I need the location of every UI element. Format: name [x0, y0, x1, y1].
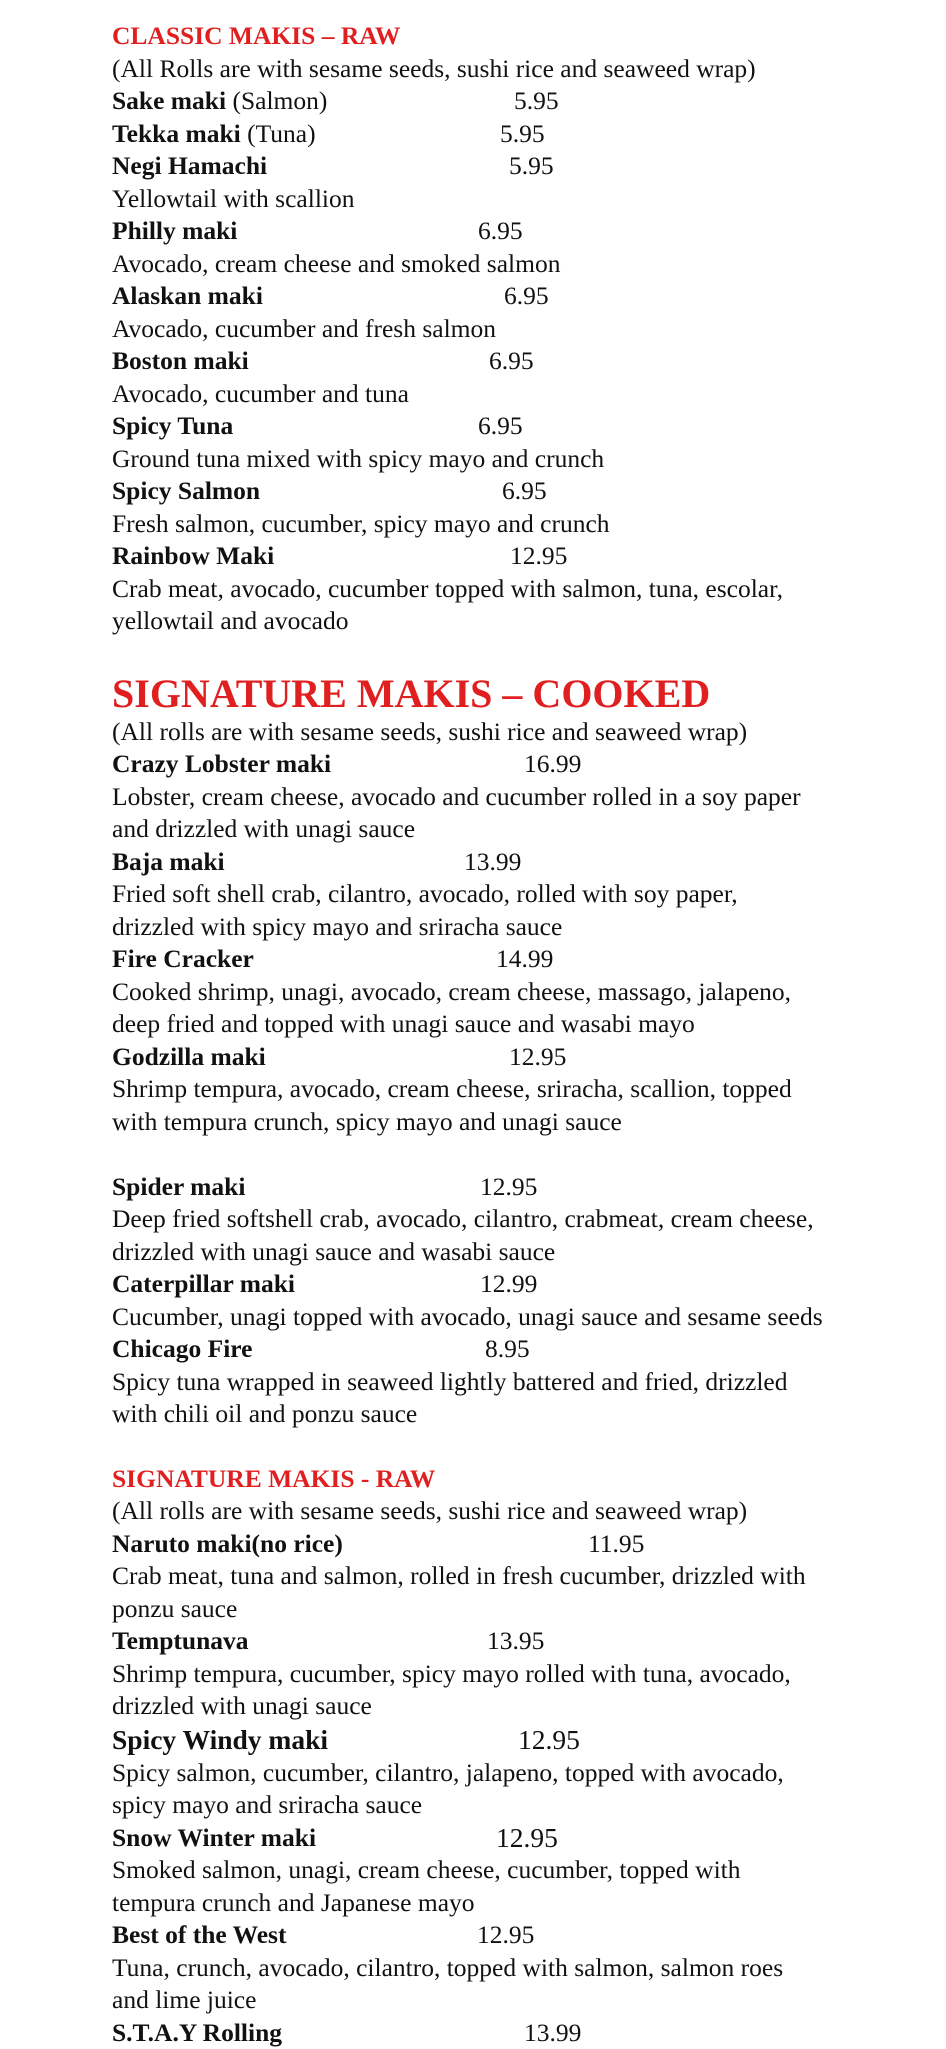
section-spacer: [112, 1431, 932, 1463]
menu-item-row: [112, 118, 932, 151]
menu-item-row: [112, 1171, 932, 1204]
item-price: 16.99: [524, 748, 581, 781]
menu-item-row: [112, 1268, 932, 1301]
item-price: 6.95: [504, 280, 549, 313]
menu-item-row: [112, 410, 932, 443]
item-name: Caterpillar maki: [112, 1269, 295, 1298]
item-description: Fresh salmon, cucumber, spicy mayo and crunch: [112, 508, 932, 541]
item-description: Crab meat, tuna and salmon, rolled in fresh cucumber, drizzled with: [112, 1560, 932, 1593]
item-description: with tempura crunch, spicy mayo and unagi sauce: [112, 1106, 932, 1139]
item-name: Naruto maki(no rice): [112, 1529, 343, 1558]
item-price: 5.95: [514, 85, 559, 118]
item-description: Ground tuna mixed with spicy mayo and crunch: [112, 443, 932, 476]
item-description: Cooked shrimp, unagi, avocado, cream cheese, massago, jalapeno,: [112, 976, 932, 1009]
item-price: 6.95: [502, 475, 547, 508]
menu-item-row: [112, 1625, 932, 1658]
item-description: Lobster, cream cheese, avocado and cucumber rolled in a soy paper: [112, 781, 932, 814]
item-price: 12.99: [480, 1268, 537, 1301]
item-description: Crab meat, avocado, cucumber topped with salmon, tuna, escolar,: [112, 573, 932, 606]
item-price: 5.95: [500, 118, 545, 151]
item-name: Godzilla maki: [112, 1042, 266, 1071]
item-description: and drizzled with unagi sauce: [112, 813, 932, 846]
item-description: yellowtail and avocado: [112, 605, 932, 638]
item-name: S.T.A.Y Rolling: [112, 2018, 282, 2047]
item-description: spicy mayo and sriracha sauce: [112, 1789, 932, 1822]
menu-item-row: [112, 280, 932, 313]
item-note: (Salmon): [226, 86, 327, 115]
item-name: Snow Winter maki: [112, 1823, 316, 1852]
item-description: Spicy salmon, cucumber, cilantro, jalapeno, topped with avocado,: [112, 1757, 932, 1790]
menu-item-row: [112, 1041, 932, 1074]
item-description: drizzled with unagi sauce and wasabi sauce: [112, 1236, 932, 1269]
item-name: Spicy Windy maki: [112, 1724, 328, 1755]
section-title-signature-cooked: SIGNATURE MAKIS – COOKED: [112, 672, 932, 716]
menu-item-row: [112, 540, 932, 573]
item-name: Sake maki: [112, 86, 226, 115]
section-spacer: [112, 638, 932, 670]
menu-item-row: [112, 1822, 932, 1855]
menu-item-row: [112, 85, 932, 118]
item-name: Tekka maki: [112, 119, 241, 148]
section-title-classic-raw: CLASSIC MAKIS – RAW: [112, 20, 932, 53]
item-description: with chili oil and ponzu sauce: [112, 1398, 932, 1431]
item-description: Yellowtail with scallion: [112, 183, 932, 216]
item-price: 12.95: [496, 1822, 558, 1855]
item-description: tempura crunch and Japanese mayo: [112, 1887, 932, 1920]
item-description: Tuna, crunch, avocado, cilantro, topped with salmon, salmon roes: [112, 1952, 932, 1985]
item-price: 12.95: [518, 1723, 580, 1757]
menu-item-row: [112, 2017, 932, 2049]
item-name: Fire Cracker: [112, 944, 254, 973]
menu-item-row: [112, 748, 932, 781]
item-description: drizzled with unagi sauce: [112, 1690, 932, 1723]
item-price: 12.95: [509, 1041, 566, 1074]
menu-item-row: [112, 1723, 932, 1757]
item-price: 12.95: [480, 1171, 537, 1204]
menu-item-row: [112, 475, 932, 508]
blank-line: [112, 1138, 932, 1171]
item-name: Chicago Fire: [112, 1334, 252, 1363]
item-description: and lime juice: [112, 1984, 932, 2017]
item-price: 13.99: [464, 846, 521, 879]
item-description: Smoked salmon, unagi, cream cheese, cucumber, topped with: [112, 1854, 932, 1887]
item-price: 12.95: [477, 1919, 534, 1952]
menu-item-row: [112, 345, 932, 378]
item-name: Temptunava: [112, 1626, 249, 1655]
item-description: deep fried and topped with unagi sauce and wasabi mayo: [112, 1008, 932, 1041]
item-name: Rainbow Maki: [112, 541, 274, 570]
item-name: Spicy Salmon: [112, 476, 260, 505]
item-description: Avocado, cream cheese and smoked salmon: [112, 248, 932, 281]
section-note: (All Rolls are with sesame seeds, sushi rice and seaweed wrap): [112, 53, 932, 86]
menu-item-row: [112, 215, 932, 248]
menu-item-row: [112, 150, 932, 183]
item-description: Cucumber, unagi topped with avocado, unagi sauce and sesame seeds: [112, 1301, 932, 1334]
menu-item-row: [112, 1528, 932, 1561]
item-description: Deep fried softshell crab, avocado, cilantro, crabmeat, cream cheese,: [112, 1203, 932, 1236]
section-title-signature-raw: SIGNATURE MAKIS - RAW: [112, 1463, 932, 1496]
item-name: Crazy Lobster maki: [112, 749, 331, 778]
item-price: 6.95: [478, 215, 523, 248]
item-name: Spider maki: [112, 1172, 245, 1201]
item-price: 6.95: [489, 345, 534, 378]
item-name: Alaskan maki: [112, 281, 263, 310]
item-description: drizzled with spicy mayo and sriracha sauce: [112, 911, 932, 944]
item-description: Shrimp tempura, cucumber, spicy mayo rolled with tuna, avocado,: [112, 1658, 932, 1691]
item-name: Negi Hamachi: [112, 151, 267, 180]
item-description: ponzu sauce: [112, 1593, 932, 1626]
item-note: (Tuna): [241, 119, 316, 148]
item-name: Boston maki: [112, 346, 249, 375]
item-name: Best of the West: [112, 1920, 286, 1949]
item-name: Philly maki: [112, 216, 237, 245]
item-price: 12.95: [510, 540, 567, 573]
menu-item-row: [112, 1333, 932, 1366]
item-price: 13.95: [487, 1625, 544, 1658]
section-note: (All rolls are with sesame seeds, sushi rice and seaweed wrap): [112, 1495, 932, 1528]
item-price: 13.99: [524, 2017, 581, 2049]
menu-page: [112, 20, 932, 2049]
item-price: 11.95: [588, 1528, 644, 1561]
item-description: Avocado, cucumber and tuna: [112, 378, 932, 411]
item-price: 14.99: [496, 943, 553, 976]
item-price: 5.95: [509, 150, 554, 183]
item-price: 8.95: [485, 1333, 530, 1366]
item-description: Avocado, cucumber and fresh salmon: [112, 313, 932, 346]
menu-item-row: [112, 943, 932, 976]
menu-item-row: [112, 846, 932, 879]
menu-item-row: [112, 1919, 932, 1952]
section-note: (All rolls are with sesame seeds, sushi rice and seaweed wrap): [112, 716, 932, 749]
item-price: 6.95: [478, 410, 523, 443]
item-name: Baja maki: [112, 847, 225, 876]
item-description: Fried soft shell crab, cilantro, avocado, rolled with soy paper,: [112, 878, 932, 911]
item-description: Shrimp tempura, avocado, cream cheese, sriracha, scallion, topped: [112, 1073, 932, 1106]
item-description: Spicy tuna wrapped in seaweed lightly battered and fried, drizzled: [112, 1366, 932, 1399]
item-name: Spicy Tuna: [112, 411, 233, 440]
